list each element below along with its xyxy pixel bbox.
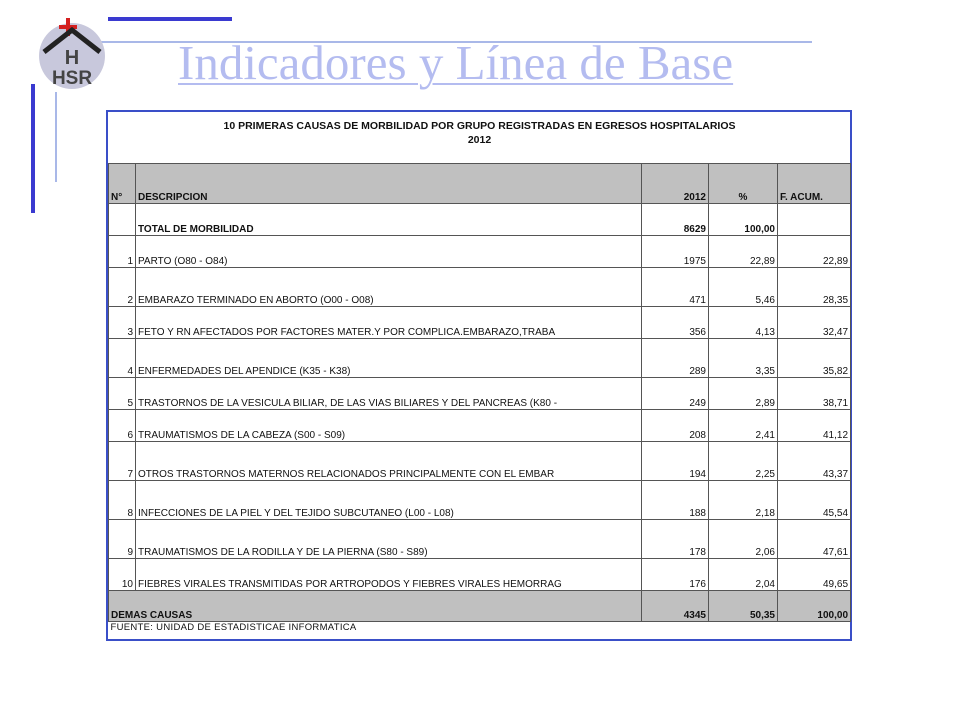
row-acum: 49,65 <box>778 559 851 591</box>
header-num: N° <box>109 164 136 204</box>
row-acum: 45,54 <box>778 481 851 520</box>
table-row <box>109 481 851 520</box>
row-acum: 47,61 <box>778 520 851 559</box>
row-number: 6 <box>109 410 136 442</box>
row-number: 8 <box>109 481 136 520</box>
source-note: FUENTE: UNIDAD DE ESTADISTICAE INFORMATICA <box>110 622 357 633</box>
row-description: ENFERMEDADES DEL APENDICE (K35 - K38) <box>136 339 642 378</box>
demas-value: 4345 <box>642 591 709 622</box>
total-label: TOTAL DE MORBILIDAD <box>136 204 642 236</box>
row-acum: 28,35 <box>778 268 851 307</box>
row-description: FETO Y RN AFECTADOS POR FACTORES MATER.Y POR COMPLICA.EMBARAZO,TRABA <box>136 307 642 339</box>
row-description: TRAUMATISMOS DE LA CABEZA (S00 - S09) <box>136 410 642 442</box>
row-number: 10 <box>109 559 136 591</box>
header-desc: DESCRIPCION <box>136 164 642 204</box>
morbidity-table-frame <box>106 110 852 641</box>
row-description: INFECCIONES DE LA PIEL Y DEL TEJIDO SUBCUTANEO (L00 - L08) <box>136 481 642 520</box>
svg-text:H: H <box>64 47 80 69</box>
table-row <box>109 559 851 591</box>
row-acum: 41,12 <box>778 410 851 442</box>
row-number: 4 <box>109 339 136 378</box>
row-value: 471 <box>642 268 709 307</box>
row-value: 176 <box>642 559 709 591</box>
row-value: 194 <box>642 442 709 481</box>
table-row <box>109 410 851 442</box>
logo-text: HSR <box>51 68 93 89</box>
row-pct: 2,04 <box>709 559 778 591</box>
total-value: 8629 <box>642 204 709 236</box>
demas-acum: 100,00 <box>778 591 851 622</box>
row-acum: 35,82 <box>778 339 851 378</box>
row-acum: 22,89 <box>778 236 851 268</box>
row-pct: 2,25 <box>709 442 778 481</box>
table-row <box>109 268 851 307</box>
row-value: 188 <box>642 481 709 520</box>
row-description: PARTO (O80 - O84) <box>136 236 642 268</box>
row-description: FIEBRES VIRALES TRANSMITIDAS POR ARTROPODOS Y FIEBRES VIRALES HEMORRAG <box>136 559 642 591</box>
total-pct: 100,00 <box>709 204 778 236</box>
row-description: TRASTORNOS DE LA VESICULA BILIAR, DE LAS VIAS BILIARES Y DEL PANCREAS (K80 - <box>136 378 642 410</box>
row-value: 1975 <box>642 236 709 268</box>
row-value: 208 <box>642 410 709 442</box>
demas-label: DEMAS CAUSAS <box>109 591 642 622</box>
table-title: 10 PRIMERAS CAUSAS DE MORBILIDAD POR GRUPO REGISTRADAS EN EGRESOS HOSPITALARIOS <box>223 120 736 132</box>
table-row <box>109 339 851 378</box>
row-pct: 22,89 <box>709 236 778 268</box>
table-year: 2012 <box>467 134 492 146</box>
left-thin-line <box>55 92 57 182</box>
row-pct: 4,13 <box>709 307 778 339</box>
row-description: TRAUMATISMOS DE LA RODILLA Y DE LA PIERNA (S80 - S89) <box>136 520 642 559</box>
header-pct: % <box>709 164 778 204</box>
demas-pct: 50,35 <box>709 591 778 622</box>
row-pct: 2,18 <box>709 481 778 520</box>
top-accent-bar <box>108 17 232 21</box>
source-row <box>109 622 851 637</box>
left-accent-bar <box>31 84 35 213</box>
row-acum: 43,37 <box>778 442 851 481</box>
total-row <box>109 204 851 236</box>
demas-row <box>109 591 851 622</box>
header-year: 2012 <box>642 164 709 204</box>
hospital-logo-icon <box>36 18 108 90</box>
row-number: 5 <box>109 378 136 410</box>
row-acum: 38,71 <box>778 378 851 410</box>
table-row <box>109 378 851 410</box>
row-number: 9 <box>109 520 136 559</box>
table-title-row <box>109 112 851 164</box>
row-description: EMBARAZO TERMINADO EN ABORTO (O00 - O08) <box>136 268 642 307</box>
morbidity-table <box>108 112 851 636</box>
table-row <box>109 236 851 268</box>
row-value: 249 <box>642 378 709 410</box>
row-acum: 32,47 <box>778 307 851 339</box>
table-row <box>109 442 851 481</box>
row-pct: 2,41 <box>709 410 778 442</box>
row-value: 178 <box>642 520 709 559</box>
row-value: 356 <box>642 307 709 339</box>
cause-rows <box>109 236 851 591</box>
row-number: 7 <box>109 442 136 481</box>
row-pct: 5,46 <box>709 268 778 307</box>
row-value: 289 <box>642 339 709 378</box>
row-description: OTROS TRASTORNOS MATERNOS RELACIONADOS PRINCIPALMENTE CON EL EMBAR <box>136 442 642 481</box>
table-row <box>109 520 851 559</box>
table-row <box>109 307 851 339</box>
row-number: 2 <box>109 268 136 307</box>
header-acum: F. ACUM. <box>778 164 851 204</box>
row-number: 1 <box>109 236 136 268</box>
row-pct: 3,35 <box>709 339 778 378</box>
row-pct: 2,06 <box>709 520 778 559</box>
row-pct: 2,89 <box>709 378 778 410</box>
row-number: 3 <box>109 307 136 339</box>
slide-title[interactable]: Indicadores y Línea de Base <box>178 35 734 90</box>
column-header-row <box>109 164 851 204</box>
